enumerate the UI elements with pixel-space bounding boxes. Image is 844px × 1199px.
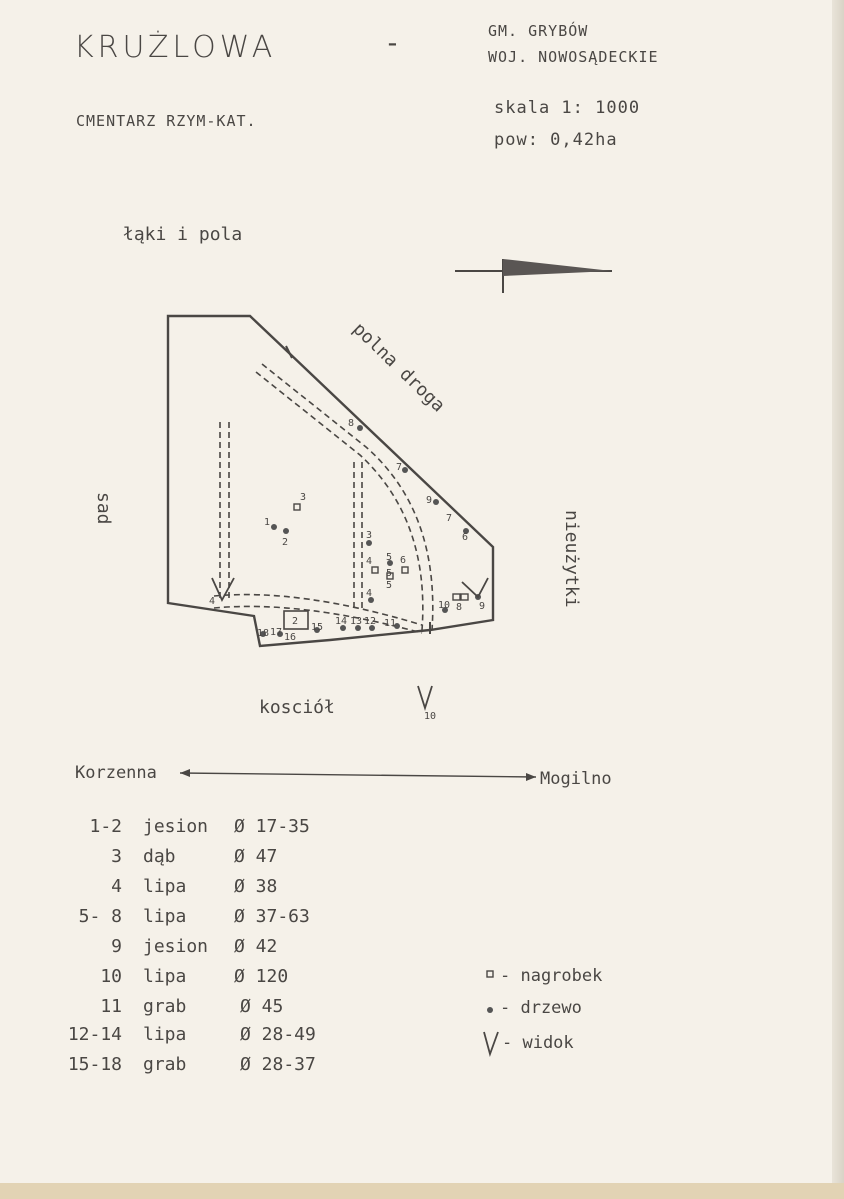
area-label: pow: 0,42ha: [494, 130, 618, 150]
svg-text:5: 5: [386, 568, 393, 579]
svg-text:9: 9: [479, 601, 486, 612]
scale-label: skala 1: 1000: [494, 98, 641, 118]
svg-text:7: 7: [396, 462, 403, 473]
svg-text:11: 11: [384, 618, 397, 629]
svg-text:4: 4: [209, 596, 216, 607]
svg-text:2: 2: [282, 537, 289, 548]
key-grave: - nagrobek: [500, 966, 603, 986]
road-arrow: [180, 769, 536, 781]
svg-text:8: 8: [456, 602, 463, 613]
legend-row: 1-2 jesion Ø 17-35: [89, 816, 310, 837]
key-tree: - drzewo: [500, 998, 582, 1018]
svg-text:3: 3: [366, 530, 373, 541]
svg-text:6: 6: [462, 532, 469, 543]
label-north: łąki i pola: [123, 224, 243, 245]
svg-text:13: 13: [350, 616, 363, 627]
svg-text:9: 9: [426, 495, 433, 506]
svg-text:5: 5: [386, 552, 393, 563]
svg-text:8: 8: [348, 418, 355, 429]
grave-key-icon: [487, 971, 493, 977]
legend-row: 3 dąb Ø 47: [111, 846, 278, 867]
svg-text:3: 3: [300, 492, 307, 503]
legend-row: 4 lipa Ø 38: [111, 876, 278, 897]
label-south: kosciół: [259, 697, 335, 718]
svg-text:16: 16: [284, 632, 297, 643]
svg-text:18: 18: [257, 628, 270, 639]
legend-row: 5- 8 lipa Ø 37-63: [78, 906, 310, 927]
legend-row: 10 lipa Ø 120: [100, 966, 289, 987]
svg-text:5: 5: [386, 580, 393, 591]
gmina-label: GM. GRYBÓW: [488, 22, 589, 40]
svg-text:4: 4: [366, 556, 373, 567]
svg-text:15: 15: [311, 622, 324, 633]
wojewodztwo-label: WOJ. NOWOSĄDECKIE: [488, 48, 659, 66]
legend-row: 9 jesion Ø 42: [111, 936, 278, 957]
svg-text:4: 4: [366, 588, 373, 599]
cemetery-subtitle: CMENTARZ RZYM-KAT.: [76, 112, 257, 130]
key-view: - widok: [502, 1033, 574, 1053]
road-west-label: Korzenna: [75, 763, 157, 783]
svg-text:7: 7: [446, 513, 453, 524]
tree-key-icon: [487, 1007, 493, 1013]
legend-row: 12-14 lipa Ø 28-49: [67, 1024, 316, 1045]
page-title: KRUŻLOWA: [74, 30, 277, 65]
cemetery-paths: [214, 364, 433, 633]
map-numbers: [209, 418, 485, 643]
road-east-label: Mogilno: [540, 769, 612, 789]
title-dash: -: [384, 26, 402, 59]
label-east: nieużytki: [561, 510, 582, 608]
north-arrow-icon: [455, 259, 612, 293]
label-road: polna droga: [348, 318, 449, 417]
legend-row: 11 grab Ø 45: [100, 996, 284, 1017]
svg-text:10: 10: [438, 600, 451, 611]
label-west: sad: [93, 492, 114, 525]
view-key-icon: [484, 1032, 498, 1054]
svg-text:2: 2: [292, 616, 299, 627]
svg-text:14: 14: [335, 616, 348, 627]
svg-text:1: 1: [264, 517, 271, 528]
svg-text:6: 6: [400, 555, 407, 566]
view-marks: [212, 578, 488, 708]
svg-text:12: 12: [364, 616, 377, 627]
svg-text:17: 17: [270, 627, 283, 638]
view-label: 10: [424, 711, 437, 722]
legend-row: 15-18 grab Ø 28-37: [67, 1054, 316, 1075]
